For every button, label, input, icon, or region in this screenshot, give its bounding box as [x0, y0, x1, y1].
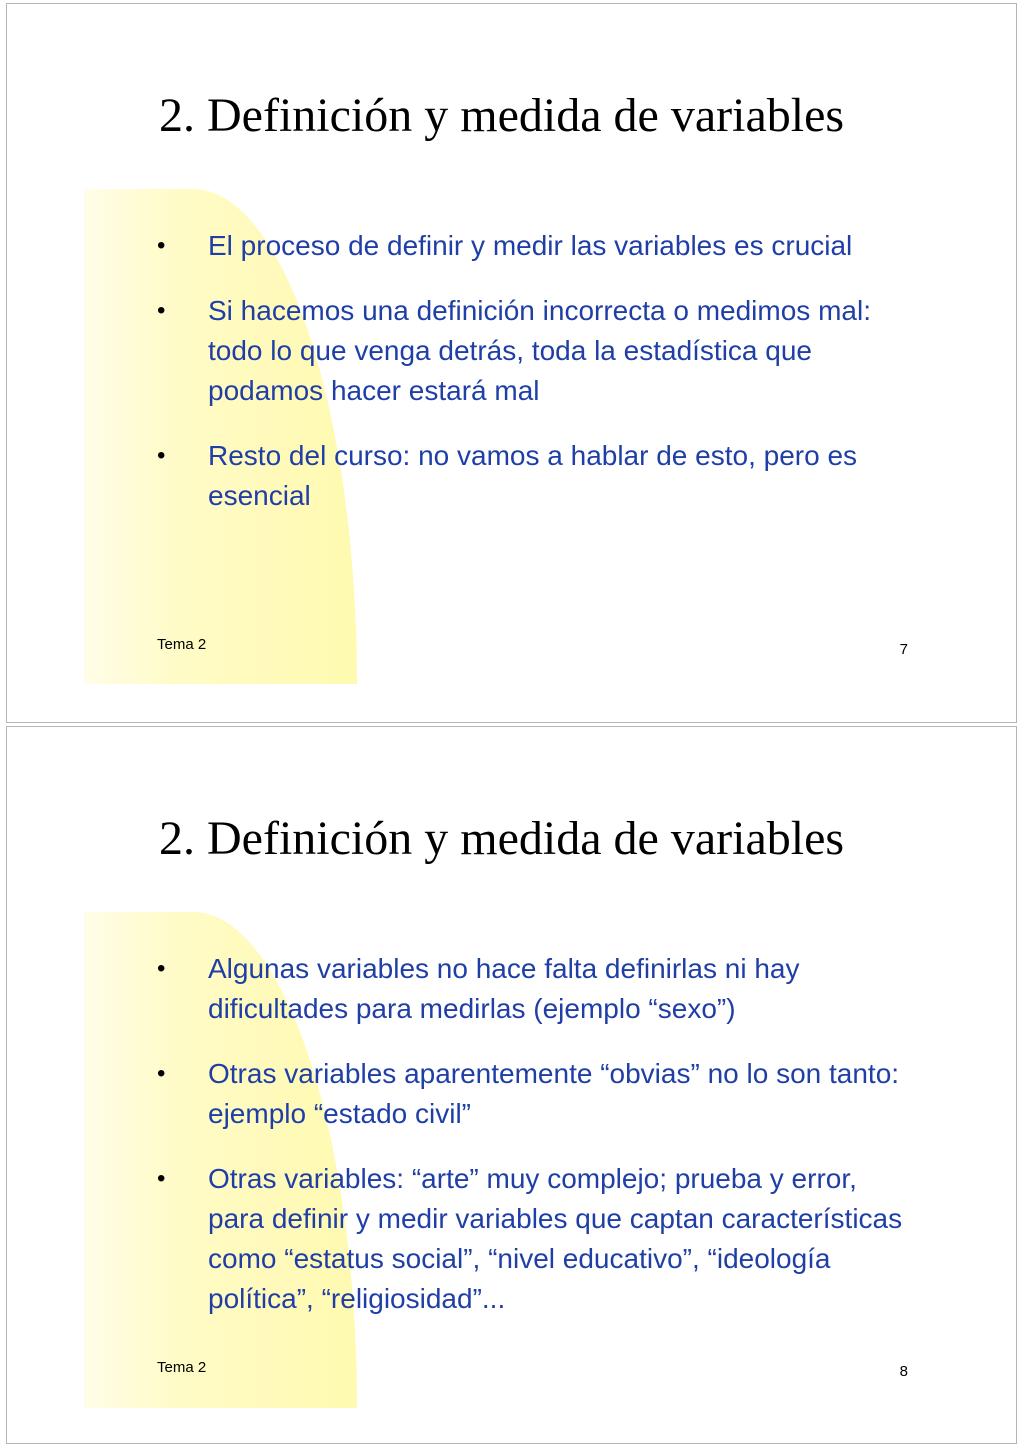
bullet-icon: • — [157, 1165, 166, 1192]
footer-label: Tema 2 — [157, 1359, 207, 1376]
bullet-item — [157, 949, 917, 1029]
bullet-item — [157, 1159, 917, 1319]
bullet-text: Algunas variables no hace falta definirlas ni hay dificultades para medirlas (ejemplo “sexo”) — [208, 953, 800, 1024]
slide-title: 2. Definición y medida de variables — [159, 812, 845, 865]
page-number: 8 — [899, 1363, 908, 1380]
bullet-icon: • — [157, 1060, 166, 1087]
bullet-icon: • — [157, 297, 166, 324]
bullet-item — [157, 1054, 917, 1134]
slide-8 — [6, 726, 1017, 1444]
bullet-item — [157, 291, 917, 411]
bullet-icon: • — [157, 232, 166, 259]
bullet-item — [157, 436, 917, 516]
bullet-list — [157, 226, 917, 541]
page-number: 7 — [899, 641, 908, 658]
slide-title: 2. Definición y medida de variables — [159, 89, 845, 142]
bullet-icon: • — [157, 442, 166, 469]
bullet-text: Otras variables: “arte” muy complejo; prueba y error, para definir y medir variables que captan características como “estatus social”, “nivel educativo”, “ideología política”, “religiosidad”... — [208, 1163, 903, 1314]
bullet-text: El proceso de definir y medir las variables es crucial — [208, 230, 853, 261]
bullet-text: Otras variables aparentemente “obvias” no lo son tanto: ejemplo “estado civil” — [208, 1058, 900, 1129]
bullet-icon: • — [157, 955, 166, 982]
bullet-text: Resto del curso: no vamos a hablar de esto, pero es esencial — [208, 440, 858, 511]
slide-7 — [6, 3, 1017, 723]
footer-label: Tema 2 — [157, 636, 207, 653]
bullet-list — [157, 949, 917, 1344]
bullet-item — [157, 226, 917, 266]
bullet-text: Si hacemos una definición incorrecta o medimos mal: todo lo que venga detrás, toda la estadística que podamos hacer estará mal — [208, 295, 871, 406]
